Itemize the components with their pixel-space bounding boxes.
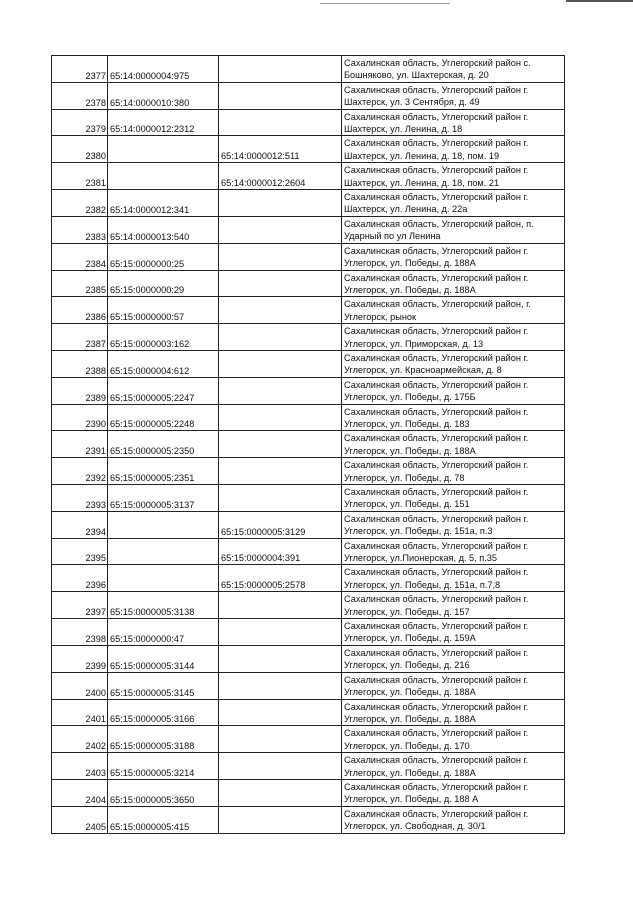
row-number: 2397 <box>52 592 108 619</box>
address: Сахалинская область, Углегорский район г. Шахтерск, ул. 3 Сентября, д. 49 <box>342 82 565 109</box>
cadastral-number-premises <box>219 592 342 619</box>
property-registry-table <box>51 55 565 834</box>
cadastral-number: 65:15:0000000:47 <box>108 619 219 646</box>
cadastral-number <box>108 511 219 538</box>
address: Сахалинская область, Углегорский район г. Углегорск, ул. Свободная, д. 30/1 <box>342 806 565 833</box>
cadastral-number <box>108 565 219 592</box>
table-row <box>52 538 565 565</box>
table-row <box>52 806 565 833</box>
cadastral-number-premises <box>219 485 342 512</box>
cadastral-number-premises <box>219 109 342 136</box>
row-number: 2383 <box>52 216 108 243</box>
table-row <box>52 109 565 136</box>
table-row <box>52 324 565 351</box>
registry-body <box>52 56 565 834</box>
row-number: 2391 <box>52 431 108 458</box>
row-number: 2392 <box>52 458 108 485</box>
table-row <box>52 592 565 619</box>
address: Сахалинская область, Углегорский район г. Шахтерск, ул. Ленина, д. 18, пом. 21 <box>342 163 565 190</box>
cadastral-number-premises <box>219 216 342 243</box>
address: Сахалинская область, Углегорский район г. Шахтерск, ул. Ленина, д. 22а <box>342 190 565 217</box>
address: Сахалинская область, Углегорский район с. Бошняково, ул. Шахтерская, д. 20 <box>342 56 565 83</box>
address: Сахалинская область, Углегорский район г. Углегорск, ул. Победы, д. 159А <box>342 619 565 646</box>
address: Сахалинская область, Углегорский район г. Углегорск, ул. Победы, д. 183 <box>342 404 565 431</box>
table-row <box>52 431 565 458</box>
cadastral-number-premises: 65:14:0000012:511 <box>219 136 342 163</box>
row-number: 2404 <box>52 779 108 806</box>
scan-mark-top <box>320 3 450 4</box>
cadastral-number: 65:15:0000005:3144 <box>108 645 219 672</box>
cadastral-number-premises <box>219 297 342 324</box>
cadastral-number: 65:14:0000012:2312 <box>108 109 219 136</box>
row-number: 2385 <box>52 270 108 297</box>
scan-mark-corner <box>566 0 633 2</box>
cadastral-number-premises: 65:15:0000005:2578 <box>219 565 342 592</box>
row-number: 2393 <box>52 485 108 512</box>
table-row <box>52 699 565 726</box>
row-number: 2382 <box>52 190 108 217</box>
address: Сахалинская область, Углегорский район г. Шахтерск, ул. Ленина, д. 18, пом. 19 <box>342 136 565 163</box>
row-number: 2402 <box>52 726 108 753</box>
row-number: 2395 <box>52 538 108 565</box>
cadastral-number-premises <box>219 377 342 404</box>
row-number: 2381 <box>52 163 108 190</box>
cadastral-number: 65:15:0000005:3650 <box>108 779 219 806</box>
cadastral-number-premises <box>219 672 342 699</box>
cadastral-number: 65:15:0000005:3214 <box>108 753 219 780</box>
table-row <box>52 377 565 404</box>
cadastral-number-premises <box>219 806 342 833</box>
table-row <box>52 270 565 297</box>
table-row <box>52 136 565 163</box>
cadastral-number-premises <box>219 431 342 458</box>
table-row <box>52 565 565 592</box>
cadastral-number: 65:15:0000005:2351 <box>108 458 219 485</box>
cadastral-number: 65:15:0000005:3145 <box>108 672 219 699</box>
address: Сахалинская область, Углегорский район г. Углегорск, ул. Победы, д. 175Б <box>342 377 565 404</box>
cadastral-number-premises <box>219 645 342 672</box>
table-row <box>52 190 565 217</box>
address: Сахалинская область, Углегорский район г. Углегорск, ул.Пионерская, д. 5, п.35 <box>342 538 565 565</box>
cadastral-number: 65:15:0000005:415 <box>108 806 219 833</box>
cadastral-number: 65:14:0000013:540 <box>108 216 219 243</box>
address: Сахалинская область, Углегорский район г. Шахтерск, ул. Ленина, д. 18 <box>342 109 565 136</box>
cadastral-number-premises: 65:15:0000004:391 <box>219 538 342 565</box>
cadastral-number-premises <box>219 726 342 753</box>
address: Сахалинская область, Углегорский район г. Углегорск, ул. Победы, д. 157 <box>342 592 565 619</box>
address: Сахалинская область, Углегорский район, г. Углегорск, рынок <box>342 297 565 324</box>
row-number: 2389 <box>52 377 108 404</box>
row-number: 2378 <box>52 82 108 109</box>
row-number: 2384 <box>52 243 108 270</box>
address: Сахалинская область, Углегорский район г. Углегорск, ул. Победы, д. 188А <box>342 672 565 699</box>
table-row <box>52 511 565 538</box>
table-row <box>52 350 565 377</box>
cadastral-number: 65:15:0000000:57 <box>108 297 219 324</box>
cadastral-number-premises <box>219 324 342 351</box>
table-row <box>52 216 565 243</box>
cadastral-number-premises <box>219 56 342 83</box>
row-number: 2403 <box>52 753 108 780</box>
cadastral-number: 65:15:0000000:25 <box>108 243 219 270</box>
cadastral-number: 65:15:0000000:29 <box>108 270 219 297</box>
cadastral-number: 65:14:0000010:380 <box>108 82 219 109</box>
cadastral-number-premises: 65:14:0000012:2604 <box>219 163 342 190</box>
cadastral-number-premises <box>219 458 342 485</box>
address: Сахалинская область, Углегорский район г. Углегорск, ул. Победы, д. 151 <box>342 485 565 512</box>
cadastral-number-premises <box>219 190 342 217</box>
cadastral-number: 65:14:0000012:341 <box>108 190 219 217</box>
cadastral-number-premises <box>219 82 342 109</box>
row-number: 2388 <box>52 350 108 377</box>
cadastral-number: 65:15:0000005:3138 <box>108 592 219 619</box>
address: Сахалинская область, Углегорский район г. Углегорск, ул. Победы, д. 216 <box>342 645 565 672</box>
cadastral-number-premises <box>219 350 342 377</box>
cadastral-number-premises <box>219 699 342 726</box>
address: Сахалинская область, Углегорский район г. Углегорск, ул. Победы, д. 78 <box>342 458 565 485</box>
cadastral-number: 65:14:0000004:975 <box>108 56 219 83</box>
table-row <box>52 56 565 83</box>
table-row <box>52 645 565 672</box>
cadastral-number: 65:15:0000005:3166 <box>108 699 219 726</box>
address: Сахалинская область, Углегорский район г. Углегорск, ул. Победы, д. 188 А <box>342 779 565 806</box>
row-number: 2390 <box>52 404 108 431</box>
address: Сахалинская область, Углегорский район г. Углегорск, ул. Победы, д. 188А <box>342 431 565 458</box>
table-row <box>52 779 565 806</box>
cadastral-number <box>108 163 219 190</box>
cadastral-number <box>108 538 219 565</box>
address: Сахалинская область, Углегорский район г. Углегорск, ул. Победы, д. 188А <box>342 753 565 780</box>
row-number: 2377 <box>52 56 108 83</box>
row-number: 2380 <box>52 136 108 163</box>
table-row <box>52 163 565 190</box>
address: Сахалинская область, Углегорский район г. Углегорск, ул. Победы, д. 188А <box>342 243 565 270</box>
cadastral-number: 65:15:0000005:3137 <box>108 485 219 512</box>
table-row <box>52 672 565 699</box>
table-row <box>52 82 565 109</box>
cadastral-number: 65:15:0000005:2247 <box>108 377 219 404</box>
cadastral-number-premises: 65:15:0000005:3129 <box>219 511 342 538</box>
table-row <box>52 753 565 780</box>
table-row <box>52 458 565 485</box>
table-row <box>52 619 565 646</box>
cadastral-number: 65:15:0000005:2248 <box>108 404 219 431</box>
row-number: 2400 <box>52 672 108 699</box>
address: Сахалинская область, Углегорский район г. Углегорск, ул. Победы, д. 170 <box>342 726 565 753</box>
address: Сахалинская область, Углегорский район г. Углегорск, ул. Победы, д. 188А <box>342 270 565 297</box>
row-number: 2396 <box>52 565 108 592</box>
row-number: 2405 <box>52 806 108 833</box>
table-row <box>52 297 565 324</box>
cadastral-number: 65:15:0000005:3188 <box>108 726 219 753</box>
address: Сахалинская область, Углегорский район г. Углегорск, ул. Победы, д. 188А <box>342 699 565 726</box>
table-row <box>52 726 565 753</box>
cadastral-number-premises <box>219 270 342 297</box>
row-number: 2379 <box>52 109 108 136</box>
cadastral-number-premises <box>219 779 342 806</box>
address: Сахалинская область, Углегорский район, п. Ударный по ул Ленина <box>342 216 565 243</box>
cadastral-number <box>108 136 219 163</box>
address: Сахалинская область, Углегорский район г. Углегорск, ул. Победы, д. 151а, п.3 <box>342 511 565 538</box>
row-number: 2387 <box>52 324 108 351</box>
table-row <box>52 404 565 431</box>
address: Сахалинская область, Углегорский район г. Углегорск, ул. Приморская, д. 13 <box>342 324 565 351</box>
row-number: 2399 <box>52 645 108 672</box>
row-number: 2386 <box>52 297 108 324</box>
address: Сахалинская область, Углегорский район г. Углегорск, ул. Победы, д. 151а, п.7,8 <box>342 565 565 592</box>
cadastral-number-premises <box>219 753 342 780</box>
address: Сахалинская область, Углегорский район г. Углегорск, ул. Красноармейская, д. 8 <box>342 350 565 377</box>
table-row <box>52 485 565 512</box>
cadastral-number-premises <box>219 243 342 270</box>
cadastral-number: 65:15:0000004:612 <box>108 350 219 377</box>
row-number: 2401 <box>52 699 108 726</box>
row-number: 2394 <box>52 511 108 538</box>
row-number: 2398 <box>52 619 108 646</box>
cadastral-number-premises <box>219 404 342 431</box>
table-row <box>52 243 565 270</box>
cadastral-number: 65:15:0000005:2350 <box>108 431 219 458</box>
cadastral-number: 65:15:0000003:162 <box>108 324 219 351</box>
cadastral-number-premises <box>219 619 342 646</box>
